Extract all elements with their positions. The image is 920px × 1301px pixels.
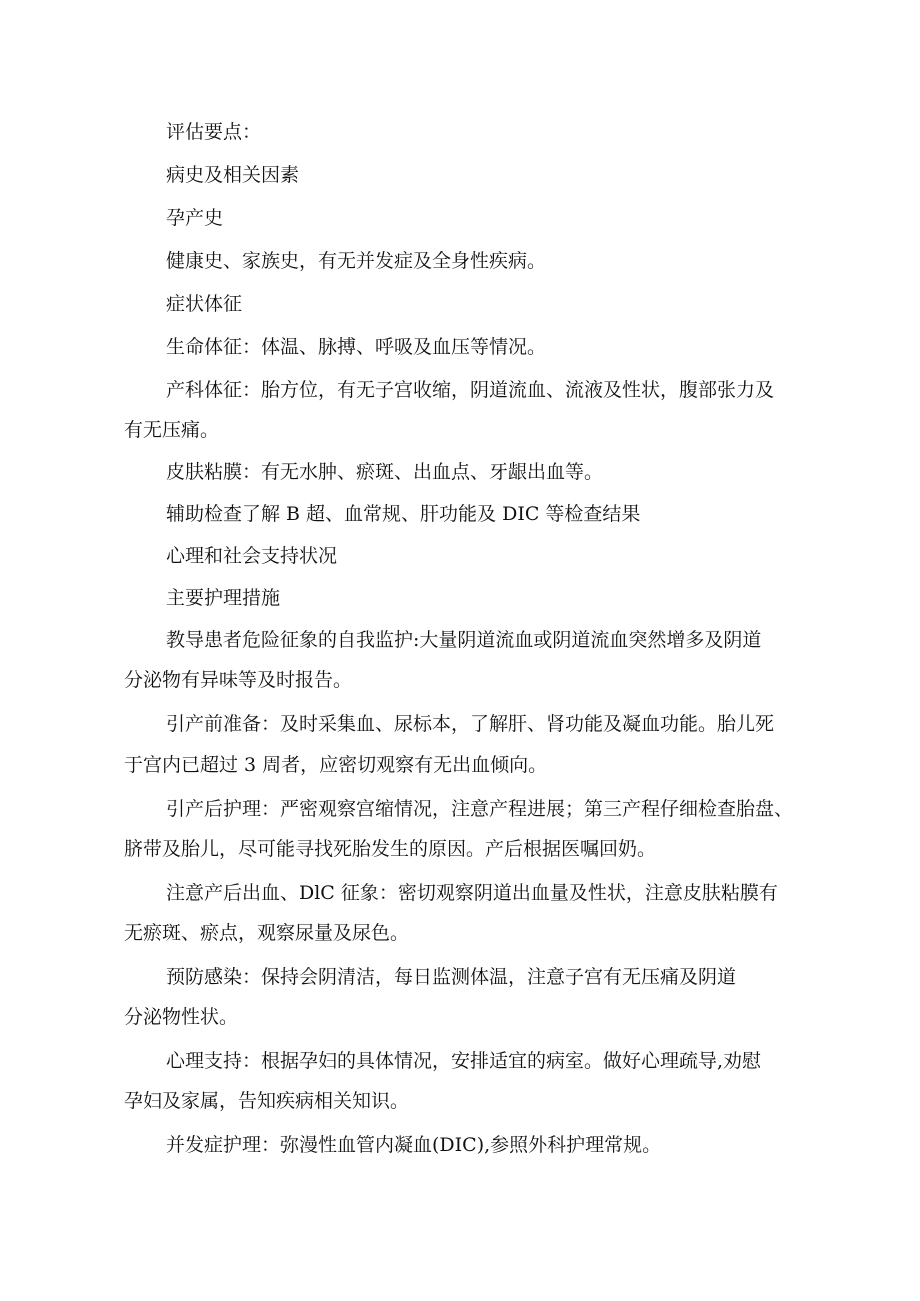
- item-hemorrhage-dic: 注意产后出血、DlC 征象：密切观察阴道出血量及性状，注意皮肤粘膜有: [166, 882, 778, 904]
- item-health-history: 健康史、家族史，有无并发症及全身性疾病。: [166, 250, 547, 272]
- item-self-monitoring: 教导患者危险征象的自我监护:大量阴道流血或阴道流血突然增多及阴道: [166, 629, 762, 651]
- item-obstetric-signs-cont: 有无压痛。: [124, 419, 220, 441]
- item-hemorrhage-dic-cont: 无瘀斑、瘀点，观察尿量及尿色。: [124, 922, 410, 944]
- item-post-induction: 引产后护理：严密观察宫缩情况，注意产程进展；第三产程仔细检查胎盘、: [166, 798, 794, 820]
- heading-nursing-measures: 主要护理措施: [166, 587, 281, 609]
- item-obstetric-history: 孕产史: [166, 207, 224, 229]
- item-infection-prevention-cont: 分泌物性状。: [124, 1006, 239, 1028]
- item-self-monitoring-cont: 分泌物有异味等及时报告。: [124, 669, 353, 691]
- subheading-psychosocial: 心理和社会支持状况: [166, 545, 338, 567]
- item-psych-support: 心理支持：根据孕妇的具体情况，安排适宜的病室。做好心理疏导,劝慰: [166, 1050, 762, 1072]
- heading-assessment: 评估要点：: [166, 121, 262, 143]
- subheading-symptoms: 症状体征: [166, 293, 243, 315]
- item-pre-induction-cont: 于宫内已超过 3 周者，应密切观察有无出血倾向。: [124, 754, 548, 776]
- item-pre-induction: 引产前准备：及时采集血、尿标本，了解肝、肾功能及凝血功能。胎儿死: [166, 713, 775, 735]
- item-obstetric-signs: 产科体征：胎方位，有无子宫收缩，阴道流血、流液及性状，腹部张力及: [166, 379, 775, 401]
- item-post-induction-cont: 脐带及胎儿，尽可能寻找死胎发生的原因。产后根据医嘱回奶。: [124, 838, 657, 860]
- item-skin-mucosa: 皮肤粘膜：有无水肿、瘀斑、出血点、牙龈出血等。: [166, 461, 604, 483]
- item-psych-support-cont: 孕妇及家属，告知疾病相关知识。: [124, 1090, 410, 1112]
- item-vital-signs: 生命体征：体温、脉搏、呼吸及血压等情况。: [166, 336, 547, 358]
- subheading-history: 病史及相关因素: [166, 164, 300, 186]
- item-auxiliary-exam: 辅助检查了解 B 超、血常规、肝功能及 DIC 等检查结果: [166, 503, 641, 525]
- item-infection-prevention: 预防感染：保持会阴清洁，每日监测体温，注意子宫有无压痛及阴道: [166, 966, 737, 988]
- item-complication-care: 并发症护理：弥漫性血管内凝血(DIC),参照外科护理常规。: [166, 1134, 662, 1156]
